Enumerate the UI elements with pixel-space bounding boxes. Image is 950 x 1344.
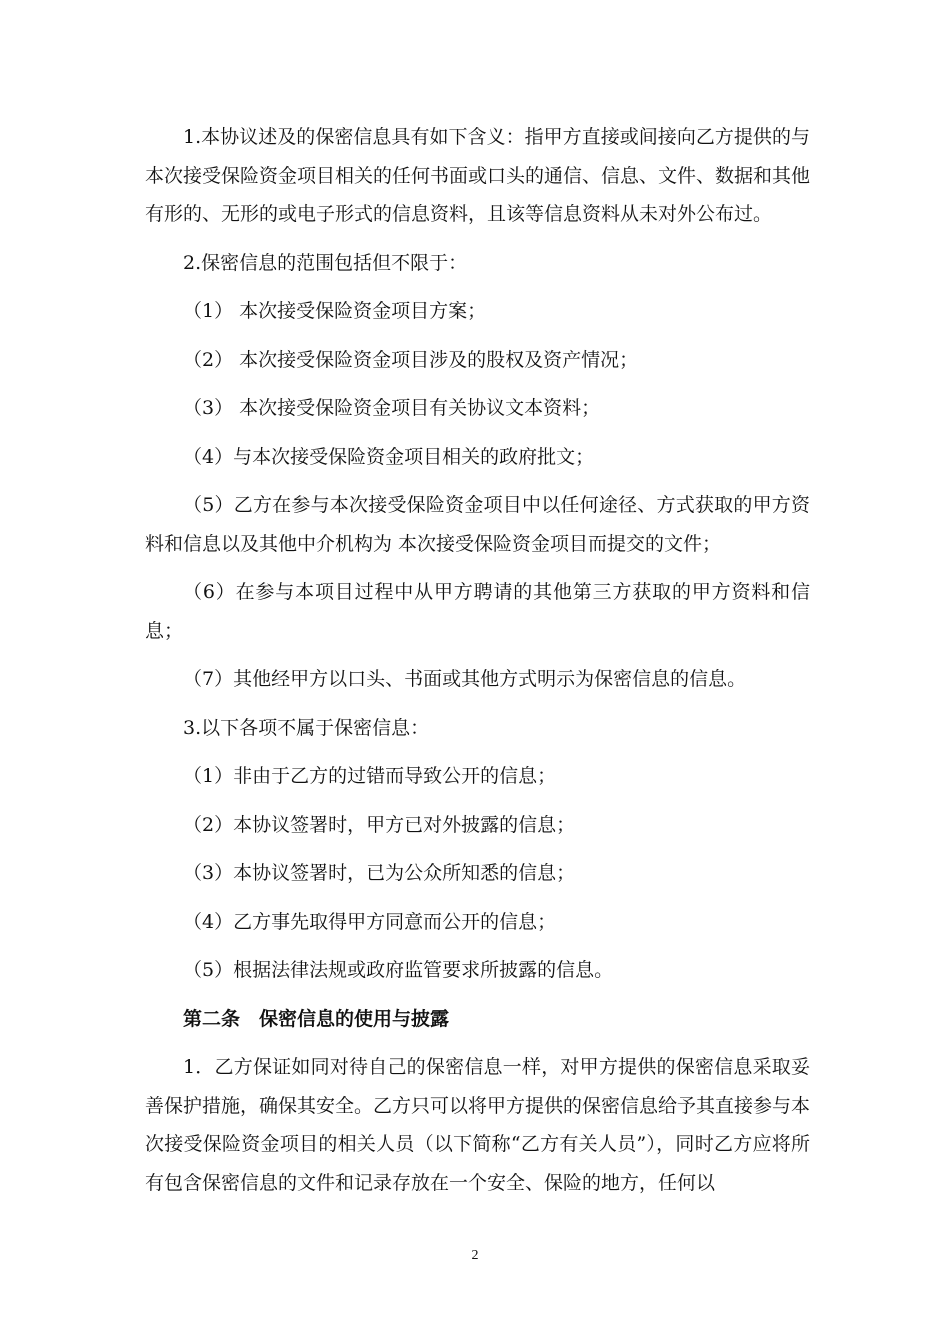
paragraph-exclusions-intro: 3.以下各项不属于保密信息： bbox=[183, 716, 430, 739]
exclusion-item-3: （3）本协议签署时，已为公众所知悉的信息； bbox=[183, 862, 576, 884]
scope-item-1: （1） 本次接受保险资金项目方案； bbox=[183, 300, 487, 322]
exclusion-item-2: （2）本协议签署时，甲方已对外披露的信息； bbox=[183, 813, 576, 836]
scope-item-4: （4）与本次接受保险资金项目相关的政府批文； bbox=[183, 445, 595, 468]
exclusion-item-5: （5）根据法律法规或政府监管要求所披露的信息。 bbox=[183, 959, 614, 981]
exclusion-item-1: （1）非由于乙方的过错而导致公开的信息； bbox=[183, 765, 557, 787]
page-number: 2 bbox=[471, 1248, 479, 1263]
scope-item-2: （2） 本次接受保险资金项目涉及的股权及资产情况； bbox=[183, 348, 639, 371]
exclusion-item-4: （4）乙方事先取得甲方同意而公开的信息； bbox=[183, 910, 557, 933]
scope-item-6: （6）在参与本项目过程中从甲方聘请的其他第三方获取的甲方资料和信息； bbox=[145, 581, 810, 642]
paragraph-scope-intro: 2.保密信息的范围包括但不限于： bbox=[183, 251, 468, 274]
paragraph-definition: 1.本协议述及的保密信息具有如下含义：指甲方直接或间接向乙方提供的与 本次接受保险资金项目相关的任何书面或口头的通信、信息、文件、数据和其他有形的、无形的或电子形式的信息资料，且该等信息资料从未对外公布过。 bbox=[145, 126, 811, 225]
scope-item-5: （5）乙方在参与本次接受保险资金项目中以任何途径、方式获取的甲方资料和信息以及其他中介机构为 本次接受保险资金项目而提交的文件； bbox=[145, 494, 810, 555]
section-paragraph: 1．乙方保证如同对待自己的保密信息一样，对甲方提供的保密信息采取妥善保护措施，确保其安全。乙方只可以将甲方提供的保密信息给予其直接参与本次接受保险资金项目的相关人员（以下简称“乙方有关人员”），同时乙方应将所有包含保密信息的文件和记录存放在一个安全、保险的地方，任何以 bbox=[145, 1056, 811, 1194]
scope-item-3: （3） 本次接受保险资金项目有关协议文本资料； bbox=[183, 397, 601, 419]
scope-item-7: （7）其他经甲方以口头、书面或其他方式明示为保密信息的信息。 bbox=[183, 668, 747, 690]
document-body bbox=[145, 118, 810, 1212]
section-heading: 第二条 保密信息的使用与披露 bbox=[183, 1007, 450, 1030]
